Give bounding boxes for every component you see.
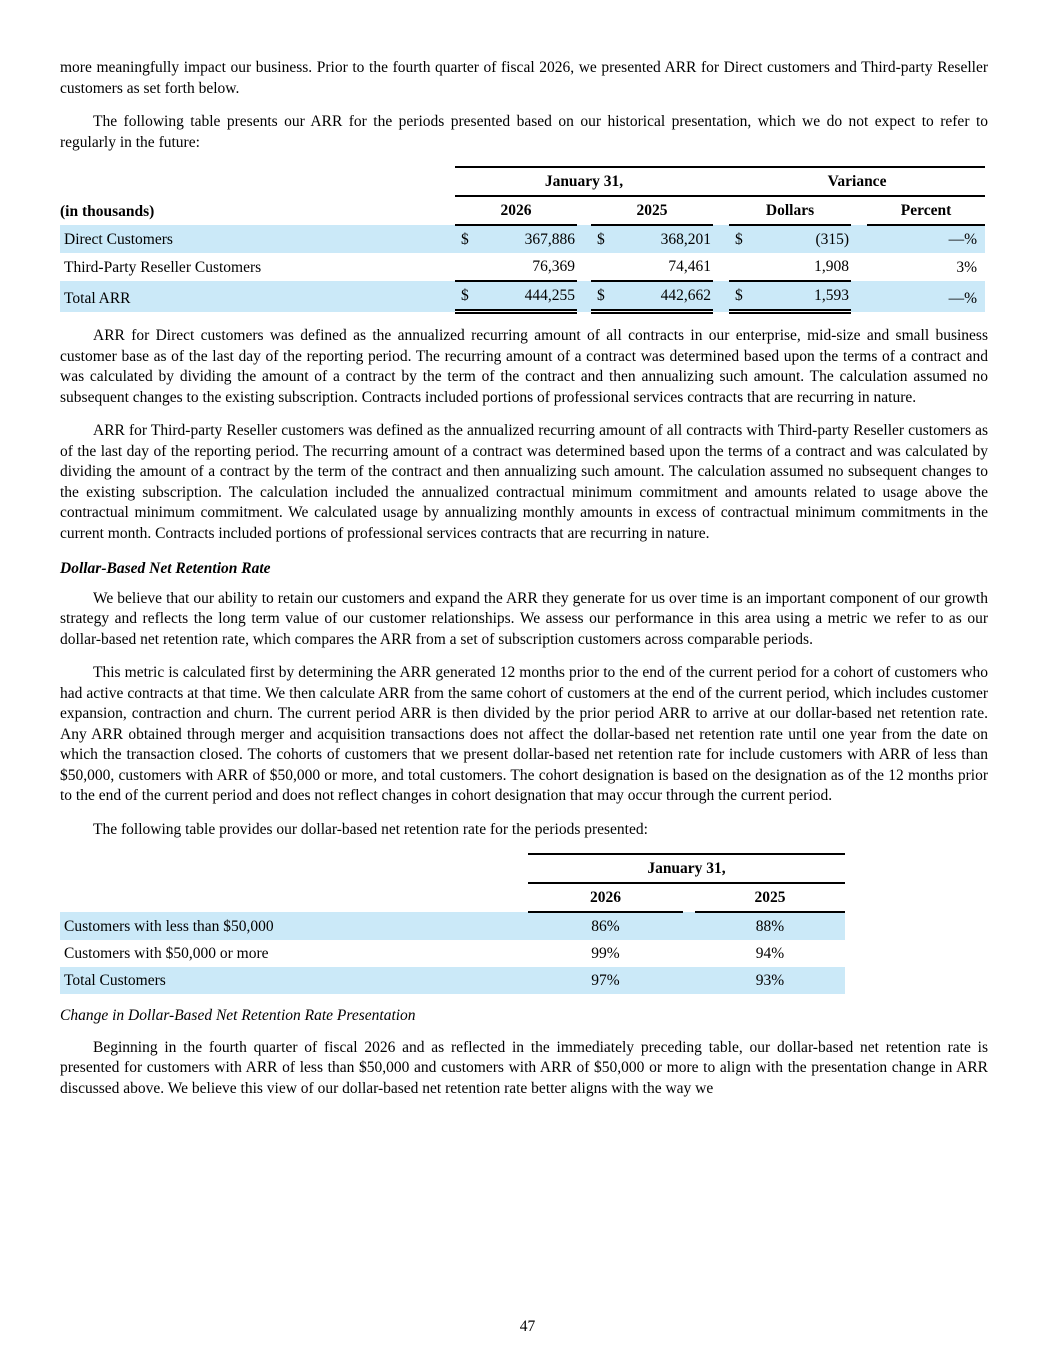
value-2026: 76,369 [477, 253, 577, 281]
spacer-cell [851, 225, 867, 253]
paragraph-continued-intro: more meaningfully impact our business. Prior to the fourth quarter of fiscal 2026, we presented ARR for Direct customers and Third-party Reseller customers as set forth below. [60, 59, 988, 97]
spacer-cell [851, 253, 867, 281]
table-row-direct-customers [60, 225, 985, 253]
column-header-2026: 2026 [455, 196, 577, 225]
spacer-cell [683, 967, 695, 994]
row-label: Total Customers [64, 972, 166, 989]
spacer-cell [577, 225, 591, 253]
net-retention-rate-table [60, 853, 845, 994]
spacer-cell [713, 167, 729, 196]
table-row-customers-less-than-50000 [60, 912, 845, 940]
spacer-cell [683, 883, 695, 912]
spacer-cell [713, 196, 729, 225]
section-heading-change-in-presentation: Change in Dollar-Based Net Retention Rate Presentation [60, 1007, 416, 1024]
arr-historical-table [60, 166, 985, 314]
span-header-january-31: January 31, [528, 854, 845, 883]
column-header-2025: 2025 [591, 196, 713, 225]
spacer-cell [60, 883, 528, 912]
value-variance-dollars: (315) [815, 231, 850, 248]
page-number: 47 [519, 1318, 536, 1335]
currency-symbol: $ [591, 281, 613, 312]
value-variance-percent: —% [948, 289, 978, 307]
value-variance-percent: —% [948, 231, 978, 248]
currency-symbol [729, 253, 751, 281]
value-variance-dollars: 1,908 [751, 253, 851, 281]
currency-symbol: $ [729, 281, 751, 312]
units-label: (in thousands) [60, 203, 155, 220]
spacer-cell [713, 225, 729, 253]
spacer-cell [60, 854, 528, 883]
value-2026: 367,886 [524, 231, 575, 248]
spacer-cell [577, 253, 591, 281]
paragraph-arr-direct-definition: ARR for Direct customers was defined as the annualized recurring amount of all contracts in our enterprise, mid-size and small business customer base as of the last day of the reporting period. The recurring amount of a contract was determined based upon the terms of a contract and was calculated by dividing the amount of a contract by the term of the contract and then annualizing such amount. The calculation assumed no subsequent changes to the existing subscription. Contracts included portions of professional services contracts that are recurring in nature. [60, 327, 988, 406]
table-row-total-customers [60, 967, 845, 994]
row-label: Customers with $50,000 or more [64, 945, 269, 962]
paragraph-presentation-change: Beginning in the fourth quarter of fiscal 2026 and as reflected in the immediately preceding table, our dollar-based net retention rate is presented for customers with ARR of less than $50,000 and customers with ARR of $50,000 or more to align with the presentation change in ARR discussed above. We believe this view of our dollar-based net retention rate better aligns with the way we [60, 1038, 988, 1097]
row-label: Third-Party Reseller Customers [64, 259, 262, 276]
paragraph-retention-methodology: This metric is calculated first by determining the ARR generated 12 months prior to the end of the current period for a cohort of customers who had active contracts at that time. We then calculate ARR from the same cohort of customers at the end of the current period, which includes customer expansion, contraction and churn. The current period ARR is then divided by the prior period ARR to arrive at our dollar-based net retention rate. Any ARR obtained through merger and acquisition transactions does not affect the dollar-based net retention rate until one year from the date on which the transaction closed. The cohorts of customers that we present dollar-based net retention rate for include customers with ARR of less than $50,000, customers with ARR of $50,000 or more, and total customers. The cohort designation is based on the designation as of the 12 months prior to the end of the current period and does not reflect changes in cohort designation that may occur through the current period. [60, 664, 988, 804]
spacer-cell [713, 281, 729, 312]
spacer-cell [683, 912, 695, 940]
currency-symbol: $ [455, 281, 477, 312]
table-span-header-row [60, 854, 845, 883]
spacer-cell [851, 281, 867, 312]
spacer-cell [713, 253, 729, 281]
row-label: Direct Customers [64, 231, 173, 248]
value-2025: 74,461 [613, 253, 713, 281]
paragraph-retention-overview: We believe that our ability to retain our customers and expand the ARR they generate for us over time is an important component of our growth strategy and reflects the long term value of our customer relationships. We assess our performance in this area using a metric we refer to as our dollar-based net retention rate, which compares the ARR from a set of subscription customers across comparable periods. [60, 589, 988, 648]
value-2026: 444,255 [477, 281, 577, 312]
paragraph-retention-table-intro: The following table provides our dollar-based net retention rate for the periods presented: [93, 820, 648, 838]
spacer-cell [851, 196, 867, 225]
spacer-cell [60, 167, 455, 196]
value-2026: 86% [591, 918, 620, 935]
span-header-january-31: January 31, [455, 167, 713, 196]
value-variance-percent: 3% [956, 259, 978, 276]
currency-symbol: $ [461, 231, 469, 248]
row-label: Total ARR [64, 289, 131, 307]
value-2025: 368,201 [660, 231, 712, 248]
row-label: Customers with less than $50,000 [64, 918, 274, 935]
value-2026: 97% [591, 972, 620, 989]
column-header-percent: Percent [867, 196, 985, 225]
value-2025: 93% [755, 972, 785, 989]
value-2025: 88% [755, 918, 785, 935]
table-row-customers-50000-or-more [60, 940, 845, 967]
spacer-cell [577, 281, 591, 312]
currency-symbol [591, 253, 613, 281]
value-2025: 94% [755, 945, 785, 962]
value-2026: 99% [591, 945, 620, 962]
paragraph-arr-reseller-definition: ARR for Third-party Reseller customers was defined as the annualized recurring amount of all contracts with Third-party Reseller customers as of the last day of the reporting period. The recurring amount of a contract was determined based upon the terms of a contract and was calculated by dividing the amount of a contract by the term of the contract and then annualizing such amount. The calculation assumed no subsequent changes to the existing subscription. The calculation included the annualized contractual minimum commitment and amounts related to usage above the contractual minimum commitment. We calculated usage by annualizing monthly amounts in excess of contractual minimum commitments in the current month. Contracts included portions of professional services contracts that are recurring in nature. [60, 422, 988, 542]
spacer-cell [577, 196, 591, 225]
column-header-2025: 2025 [695, 883, 845, 912]
value-variance-dollars: 1,593 [751, 281, 851, 312]
table-row-third-party-reseller-customers [60, 253, 985, 281]
table-column-header-row [60, 196, 985, 225]
column-header-2026: 2026 [528, 883, 683, 912]
currency-symbol [455, 253, 477, 281]
spacer-cell [683, 940, 695, 967]
table-column-header-row [60, 883, 845, 912]
paragraph-arr-table-intro: The following table presents our ARR for the periods presented based on our historical presentation, which we do not expect to refer to regularly in the future: [60, 113, 988, 151]
currency-symbol: $ [597, 231, 605, 248]
table-span-header-row [60, 167, 985, 196]
table-row-total-arr [60, 281, 985, 312]
currency-symbol: $ [735, 231, 743, 248]
value-2025: 442,662 [613, 281, 713, 312]
column-header-dollars: Dollars [729, 196, 851, 225]
span-header-variance: Variance [729, 167, 985, 196]
section-heading-dollar-based-net-retention-rate: Dollar-Based Net Retention Rate [60, 560, 271, 577]
